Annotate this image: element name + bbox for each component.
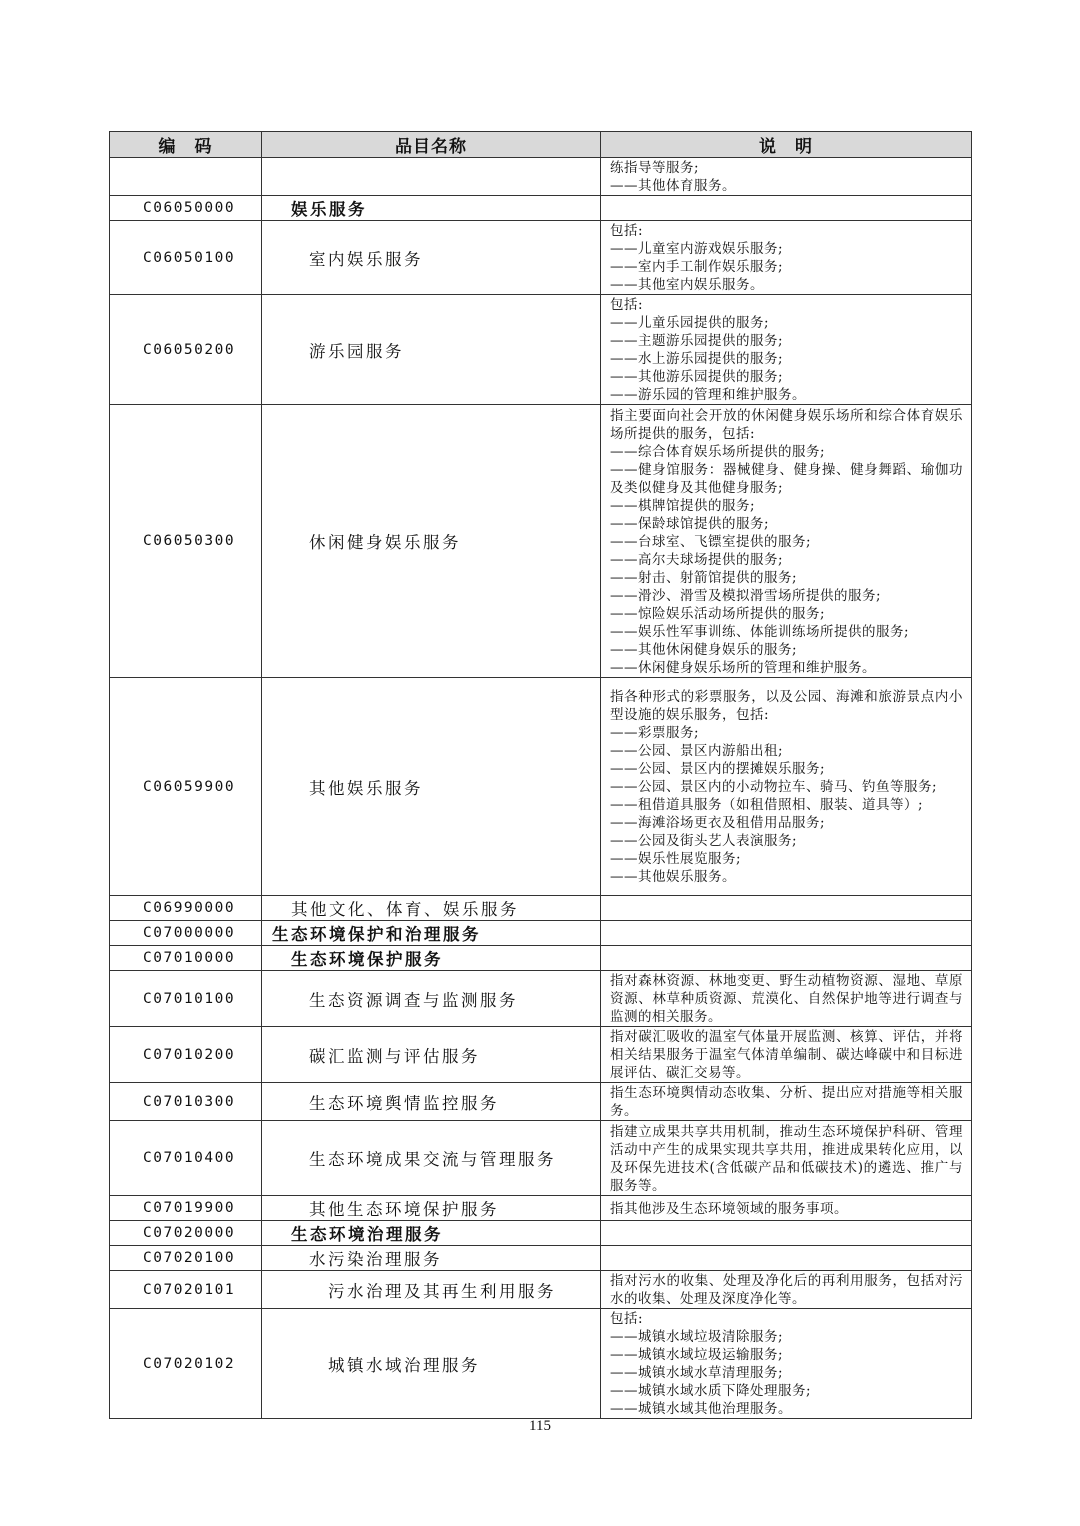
name-cell — [262, 158, 601, 196]
code-cell: C06050300 — [110, 405, 262, 678]
desc-line: 指对森林资源、林地变更、野生动植物资源、湿地、草原资源、林草种质资源、荒漠化、自然保护地等进行调查与监测的相关服务。 — [610, 973, 963, 1025]
desc-line: ——公园、景区内的摆摊娱乐服务; — [610, 761, 826, 777]
desc-line: ——高尔夫球场提供的服务; — [610, 551, 784, 568]
table-row — [110, 678, 972, 896]
desc-line: ——其他休闲健身娱乐的服务; — [610, 641, 798, 658]
desc-line: ——城镇水域水质下降处理服务; — [610, 1383, 812, 1399]
code-cell: C06990000 — [110, 896, 262, 921]
table-row — [110, 921, 972, 946]
desc-line: ——公园、景区内游船出租; — [610, 743, 784, 759]
desc-line: ——保龄球馆提供的服务; — [610, 515, 770, 532]
desc-line: 包括: — [610, 297, 644, 313]
desc-line: 包括: — [610, 223, 644, 239]
name-cell: 污水治理及其再生利用服务 — [262, 1271, 601, 1309]
desc-line: ——主题游乐园提供的服务; — [610, 333, 784, 349]
desc-line: ——其他娱乐服务。 — [610, 869, 736, 885]
desc-cell — [601, 1271, 972, 1309]
name-cell: 室内娱乐服务 — [262, 221, 601, 295]
desc-line: ——休闲健身娱乐场所的管理和维护服务。 — [610, 659, 876, 676]
table-row — [110, 971, 972, 1027]
desc-line: ——儿童室内游戏娱乐服务; — [610, 241, 784, 257]
table-row — [110, 158, 972, 196]
desc-line: 指主要面向社会开放的休闲健身娱乐场所和综合体育娱乐场所提供的服务，包括: — [610, 407, 963, 442]
desc-cell — [601, 896, 972, 921]
desc-cell — [601, 1083, 972, 1121]
table-row — [110, 896, 972, 921]
desc-cell — [601, 196, 972, 221]
desc-line: ——其他室内娱乐服务。 — [610, 277, 764, 293]
name-cell: 其他生态环境保护服务 — [262, 1196, 601, 1221]
desc-line: ——彩票服务; — [610, 725, 700, 741]
header-code: 编 码 — [110, 132, 262, 158]
desc-line: ——滑沙、滑雪及模拟滑雪场所提供的服务; — [610, 587, 882, 604]
name-cell: 其他娱乐服务 — [262, 678, 601, 896]
desc-line: ——城镇水域垃圾清除服务; — [610, 1329, 784, 1345]
desc-line: ——其他体育服务。 — [610, 178, 736, 194]
code-cell: C07010300 — [110, 1083, 262, 1121]
desc-cell — [601, 946, 972, 971]
header-name: 品目名称 — [262, 132, 601, 158]
name-cell: 城镇水域治理服务 — [262, 1309, 601, 1419]
name-cell: 休闲健身娱乐服务 — [262, 405, 601, 678]
name-cell: 其他文化、体育、娱乐服务 — [262, 896, 601, 921]
desc-cell — [601, 971, 972, 1027]
name-cell: 娱乐服务 — [262, 196, 601, 221]
desc-line: ——台球室、飞镖室提供的服务; — [610, 533, 812, 550]
desc-line: 指生态环境舆情动态收集、分析、提出应对措施等相关服务。 — [610, 1085, 963, 1119]
desc-line: ——射击、射箭馆提供的服务; — [610, 569, 798, 586]
desc-line: 指对碳汇吸收的温室气体量开展监测、核算、评估，并将相关结果服务于温室气体清单编制、碳达峰碳中和目标进展评估、碳汇交易等。 — [610, 1029, 963, 1081]
code-cell: C07000000 — [110, 921, 262, 946]
desc-line: ——城镇水域垃圾运输服务; — [610, 1347, 784, 1363]
name-cell: 碳汇监测与评估服务 — [262, 1027, 601, 1083]
name-cell: 生态环境成果交流与管理服务 — [262, 1121, 601, 1196]
desc-cell — [601, 405, 972, 678]
desc-line: 指对污水的收集、处理及净化后的再利用服务，包括对污水的收集、处理及深度净化等。 — [610, 1273, 963, 1307]
code-cell: C06050000 — [110, 196, 262, 221]
desc-cell — [601, 1121, 972, 1196]
code-cell: C07010000 — [110, 946, 262, 971]
desc-line: ——惊险娱乐活动场所提供的服务; — [610, 605, 826, 622]
desc-line: 指各种形式的彩票服务，以及公园、海滩和旅游景点内小型设施的娱乐服务，包括: — [610, 689, 963, 723]
table-row — [110, 196, 972, 221]
desc-line: 指其他涉及生态环境领域的服务事项。 — [610, 1200, 848, 1217]
desc-line: ——海滩浴场更衣及租借用品服务; — [610, 815, 826, 831]
desc-cell — [601, 1309, 972, 1419]
table-row — [110, 1121, 972, 1196]
table-row — [110, 295, 972, 405]
code-cell: C06050100 — [110, 221, 262, 295]
desc-line: 练指导等服务; — [610, 160, 700, 176]
name-cell: 生态环境保护和治理服务 — [262, 921, 601, 946]
code-cell: C07020102 — [110, 1309, 262, 1419]
desc-line: 包括: — [610, 1311, 644, 1327]
desc-line: ——娱乐性展览服务; — [610, 851, 742, 867]
table-row — [110, 1027, 972, 1083]
catalog-table — [109, 131, 972, 1419]
name-cell: 水污染治理服务 — [262, 1246, 601, 1271]
code-cell: C07020000 — [110, 1221, 262, 1246]
table-row — [110, 1271, 972, 1309]
desc-cell — [601, 921, 972, 946]
table-row — [110, 405, 972, 678]
table-row — [110, 1309, 972, 1419]
desc-line: ——儿童乐园提供的服务; — [610, 315, 770, 331]
desc-line: ——城镇水域水草清理服务; — [610, 1365, 784, 1381]
code-cell: C06059900 — [110, 678, 262, 896]
desc-line: ——室内手工制作娱乐服务; — [610, 259, 784, 275]
desc-line: ——其他游乐园提供的服务; — [610, 369, 784, 385]
name-cell: 生态环境保护服务 — [262, 946, 601, 971]
desc-line: ——公园、景区内的小动物拉车、骑马、钓鱼等服务; — [610, 779, 938, 795]
code-cell: C07010200 — [110, 1027, 262, 1083]
code-cell: C06050200 — [110, 295, 262, 405]
code-cell: C07010100 — [110, 971, 262, 1027]
table-row — [110, 1083, 972, 1121]
name-cell: 生态资源调查与监测服务 — [262, 971, 601, 1027]
desc-line: ——综合体育娱乐场所提供的服务; — [610, 443, 826, 460]
desc-cell — [601, 158, 972, 196]
desc-line: ——棋牌馆提供的服务; — [610, 497, 756, 514]
header-row — [110, 132, 972, 158]
table-row — [110, 1246, 972, 1271]
page-number: 115 — [529, 1418, 551, 1434]
desc-cell — [601, 1246, 972, 1271]
desc-line: ——水上游乐园提供的服务; — [610, 351, 784, 367]
code-cell — [110, 158, 262, 196]
table-row — [110, 221, 972, 295]
desc-line: 指建立成果共享共用机制，推动生态环境保护科研、管理活动中产生的成果实现共享共用，推进成果转化应用，以及环保先进技术(含低碳产品和低碳技术)的遴选、推广与服务等。 — [610, 1123, 963, 1194]
desc-cell — [601, 678, 972, 896]
desc-cell — [601, 1221, 972, 1246]
code-cell: C07020101 — [110, 1271, 262, 1309]
desc-line: ——城镇水域其他治理服务。 — [610, 1401, 792, 1417]
desc-line: ——游乐园的管理和维护服务。 — [610, 387, 806, 403]
code-cell: C07019900 — [110, 1196, 262, 1221]
name-cell: 游乐园服务 — [262, 295, 601, 405]
table-row — [110, 946, 972, 971]
table-row — [110, 1196, 972, 1221]
code-cell: C07020100 — [110, 1246, 262, 1271]
desc-line: ——健身馆服务：器械健身、健身操、健身舞蹈、瑜伽功及类似健身及其他健身服务; — [610, 461, 963, 496]
code-cell: C07010400 — [110, 1121, 262, 1196]
desc-line: ——娱乐性军事训练、体能训练场所提供的服务; — [610, 623, 910, 640]
header-desc: 说 明 — [601, 132, 972, 158]
table-row — [110, 1221, 972, 1246]
desc-cell — [601, 295, 972, 405]
desc-cell — [601, 1027, 972, 1083]
desc-cell — [601, 221, 972, 295]
desc-line: ——公园及街头艺人表演服务; — [610, 833, 798, 849]
name-cell: 生态环境治理服务 — [262, 1221, 601, 1246]
name-cell: 生态环境舆情监控服务 — [262, 1083, 601, 1121]
desc-cell — [601, 1196, 972, 1221]
desc-line: ——租借道具服务（如租借照相、服装、道具等）; — [610, 797, 924, 813]
